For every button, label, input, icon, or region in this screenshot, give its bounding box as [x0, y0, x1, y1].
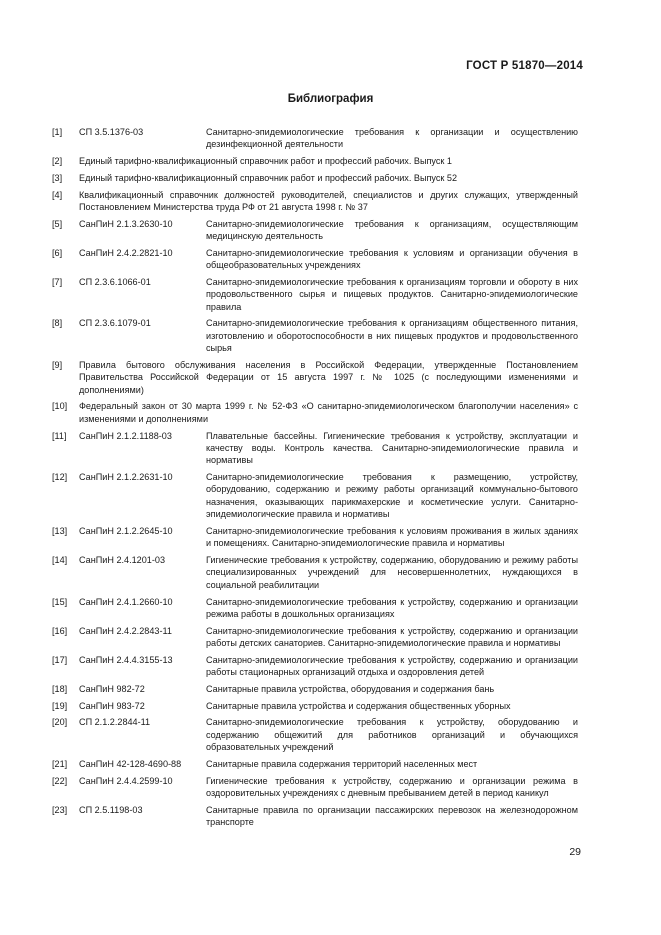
entry-description: Квалификационный справочник должностей руководителей, специалистов и других служащих, утвержденный Постановлением Министерства труда РФ от 21 августа 1998 г. № 37 [79, 189, 578, 212]
bibliography-entry [52, 400, 578, 425]
entry-description: Правила бытового обслуживания населения в Российской Федерации, утвержденные Постановлением Правительства Российской Федерации от 15 августа 1997 г. № 1025 (с последующими изменениями и дополнениями) [79, 359, 578, 395]
entry-code: СанПиН 2.4.2.2843-11 [79, 625, 172, 636]
bibliography-entry [52, 471, 578, 521]
bibliography-entry [52, 155, 578, 167]
entry-description: Гигиенические требования к устройству, содержанию, оборудованию и режиму работы специализированных учреждений для несовершеннолетних, нуждающихся в социальной реабилитации [206, 555, 578, 590]
entry-number: [8] [52, 318, 63, 329]
entry-number: [1] [52, 127, 63, 137]
entry-code: СП 2.5.1198-03 [79, 804, 143, 815]
entry-code: СанПиН 2.4.1.2660-10 [79, 596, 173, 607]
entry-description: Санитарно-эпидемиологические требования к устройству, содержанию и организации работы стационарных организаций отдыха и оздоровления детей [206, 654, 578, 678]
entry-number: [21] [52, 758, 68, 769]
section-title: Библиография [287, 93, 374, 105]
entry-description: Санитарно-эпидемиологические требования к организациям общественного питания, изготовлению и оборотоспособности в них пищевых продуктов и продовольственного сырья [206, 318, 578, 354]
bibliography-entry [52, 804, 578, 829]
entry-number: [11] [52, 430, 67, 441]
entry-description: Единый тарифно-квалификационный справочник работ и профессий рабочих. Выпуск 52 [79, 172, 458, 183]
bibliography-entry [52, 276, 578, 313]
entry-description: Плавательные бассейны. Гигиенические требования к устройству, эксплуатации и качеству воды. Контроль качества. Санитарно-эпидемиологические правила и нормативы [206, 430, 578, 466]
entry-number: [5] [52, 218, 63, 229]
bibliography-entry [52, 775, 578, 800]
entry-code: СанПиН 982-72 [79, 683, 145, 694]
entry-number: [13] [52, 525, 68, 536]
entry-number: [18] [52, 683, 68, 694]
entry-description: Федеральный закон от 30 марта 1999 г. № 52-ФЗ «О санитарно-эпидемиологическом благополучии населения» с изменениями и дополнениями [79, 401, 578, 424]
bibliography-entry [52, 654, 578, 679]
entry-description: Санитарно-эпидемиологические требования к устройству, содержанию и организации режима работы в дошкольных организациях [206, 596, 578, 619]
bibliography-entry [52, 700, 578, 712]
entry-number: [14] [52, 555, 68, 566]
bibliography-entry [52, 625, 578, 650]
entry-code: СанПиН 983-72 [79, 700, 145, 711]
bibliography-entry [52, 126, 578, 151]
entry-code: СП 2.3.6.1079-01 [79, 318, 151, 329]
entry-number: [7] [52, 276, 63, 287]
entry-description: Единый тарифно-квалификационный справочник работ и профессий рабочих. Выпуск 1 [79, 156, 452, 167]
bibliography-entry [52, 317, 578, 354]
bibliography-entry [52, 430, 578, 467]
entry-number: [4] [52, 189, 63, 200]
entry-code: СанПиН 2.1.2.2631-10 [79, 472, 173, 483]
entry-code: СанПиН 2.1.2.1188-03 [79, 430, 172, 441]
entry-number: [3] [52, 172, 63, 183]
entry-code: СП 2.1.2.2844-11 [79, 717, 151, 728]
entry-number: [20] [52, 717, 68, 728]
bibliography-entry [52, 758, 578, 770]
entry-number: [23] [52, 804, 68, 815]
entry-description: Санитарные правила устройства и содержания общественных уборных [206, 700, 511, 711]
entry-number: [22] [52, 775, 68, 786]
entry-number: [12] [52, 472, 68, 483]
entry-description: Санитарно-эпидемиологические требования к устройству, оборудованию и содержанию общежитий для работников организаций и обучающихся образовательных учреждений [206, 717, 578, 753]
entry-number: [6] [52, 247, 63, 258]
bibliography-entry [52, 525, 578, 550]
entry-code: СП 2.3.6.1066-01 [79, 276, 151, 287]
bibliography-entry [52, 172, 578, 184]
entry-code: СанПиН 2.1.3.2630-10 [79, 218, 173, 229]
entry-description: Санитарно-эпидемиологические требования к организациям, осуществляющим медицинскую деятельность [206, 218, 578, 242]
entry-description: Санитарно-эпидемиологические требования к устройству, содержанию и организации работы детских санаториев. Санитарно-эпидемиологические правила и нормативы [206, 625, 578, 649]
standard-designation: ГОСТ Р 51870—2014 [466, 60, 583, 72]
entry-code: СанПиН 2.4.1201-03 [79, 555, 165, 566]
bibliography-entry [52, 189, 578, 214]
entry-description: Санитарные правила содержания территорий населенных мест [206, 758, 478, 769]
entry-description: Санитарно-эпидемиологические требования к условиям и организации обучения в общеобразовательных учреждениях [206, 247, 578, 271]
bibliography-entry [52, 359, 578, 396]
entry-code: СанПиН 42-128-4690-88 [79, 758, 182, 769]
bibliography-entry [52, 716, 578, 753]
bibliography-entry [52, 596, 578, 621]
page-number: 29 [569, 846, 581, 858]
entry-number: [10] [52, 401, 68, 412]
entry-number: [16] [52, 625, 68, 636]
entry-code: СанПиН 2.1.2.2645-10 [79, 525, 173, 536]
entry-description: Гигиенические требования к устройству, содержанию и организации режима в оздоровительных учреждениях с дневным пребыванием детей в период каникул [206, 775, 578, 798]
bibliography-entry [52, 554, 578, 591]
entry-description: Санитарно-эпидемиологические требования к организации и осуществлению дезинфекционной деятельности [206, 127, 578, 150]
entry-number: [19] [52, 700, 68, 711]
entry-number: [15] [52, 596, 68, 607]
bibliography-entry [52, 683, 578, 695]
entry-description: Санитарно-эпидемиологические требования к организациям торговли и обороту в них продовольственного сырья и пищевых продуктов. Санитарно-эпидемиологические правила [206, 276, 578, 312]
entry-code: СанПиН 2.4.2.2821-10 [79, 247, 173, 258]
bibliography-entry [52, 218, 578, 243]
entry-code: СП 3.5.1376-03 [79, 127, 144, 137]
bibliography-entry [52, 247, 578, 272]
entry-description: Санитарно-эпидемиологические требования к условиям проживания в жилых зданиях и помещениях. Санитарно-эпидемиологические правила и нормативы [206, 525, 578, 549]
entry-code: СанПиН 2.4.4.3155-13 [79, 654, 173, 665]
bibliography-list [52, 126, 578, 833]
entry-number: [9] [52, 359, 63, 370]
entry-description: Санитарные правила устройства, оборудования и содержания бань [206, 683, 495, 694]
entry-number: [2] [52, 156, 63, 167]
entry-code: СанПиН 2.4.4.2599-10 [79, 775, 173, 786]
entry-number: [17] [52, 654, 68, 665]
entry-description: Санитарные правила по организации пассажирских перевозок на железнодорожном транспорте [206, 804, 578, 828]
entry-description: Санитарно-эпидемиологические требования к размещению, устройству, оборудованию, содержанию и режиму работы организаций коммунально-бытового назначения, оказывающих парикмахерские и косметические услуги. Санитарно-эпидемиологические правила и нормативы [206, 472, 578, 520]
